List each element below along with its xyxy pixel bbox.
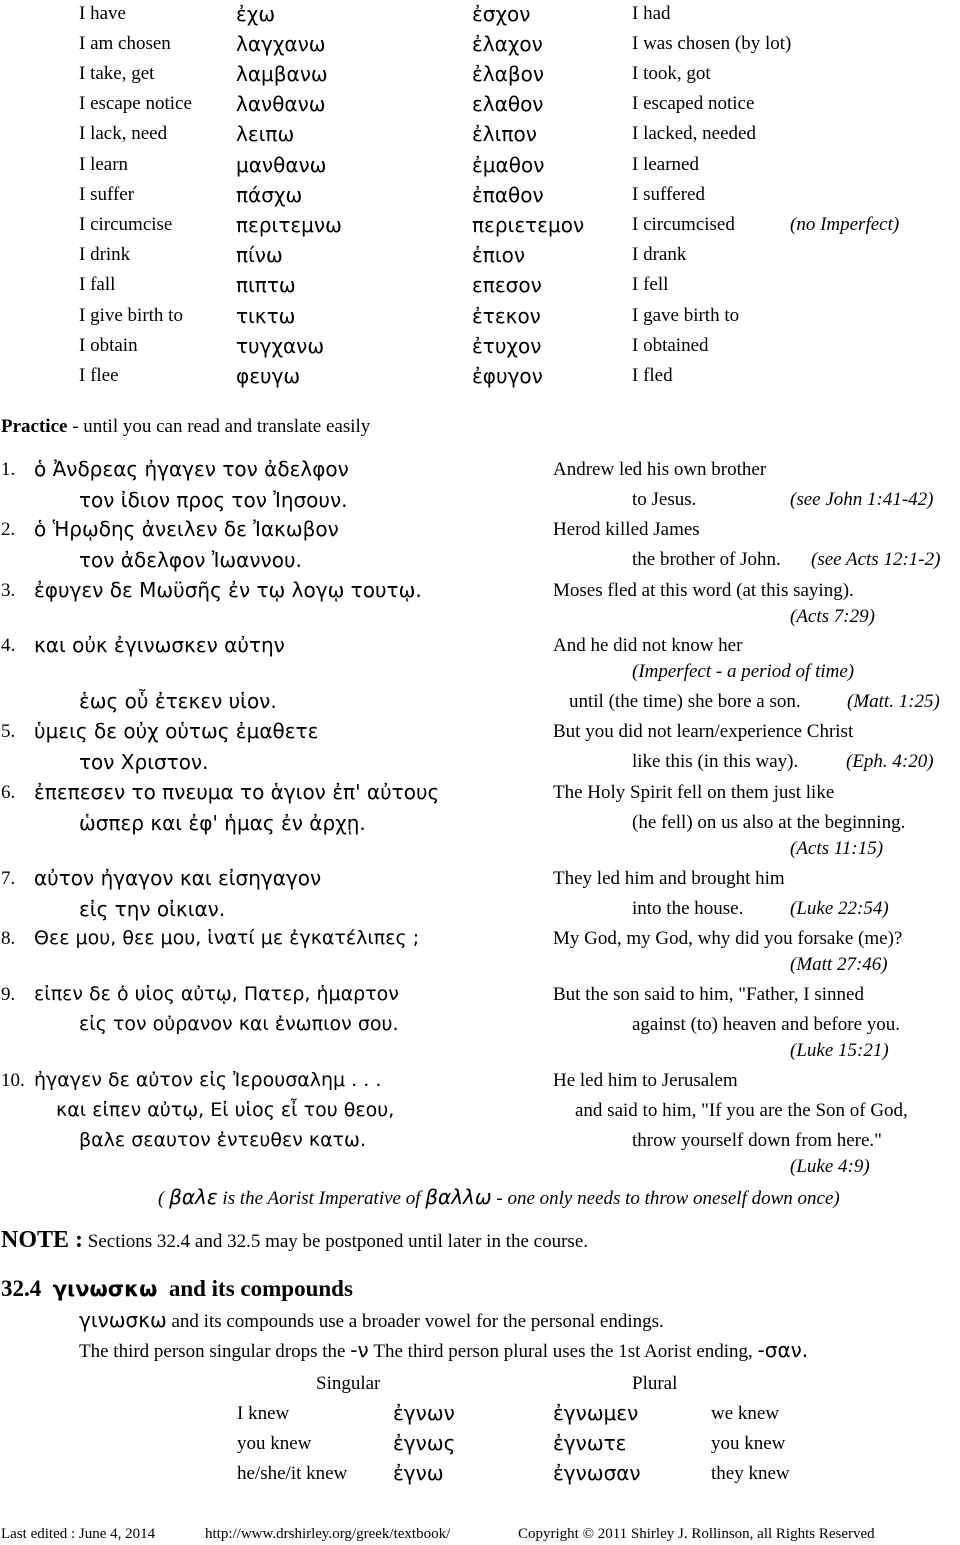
- section-greek-word: γινωσκω: [79, 1308, 167, 1332]
- verb-greek-aorist: ἐπιον: [472, 243, 526, 267]
- practice-english: And he did not know her: [553, 635, 743, 656]
- practice-number: 10.: [1, 1070, 25, 1091]
- practice-heading: [1, 416, 370, 438]
- verb-english-present: I fall: [79, 274, 116, 295]
- conj-english-singular: he/she/it knew: [237, 1463, 348, 1484]
- verb-english-past: I was chosen (by lot): [632, 33, 792, 54]
- section-heading-text: and its compounds: [168, 1276, 353, 1301]
- practice-english: to Jesus.: [632, 489, 697, 510]
- verb-greek-aorist: ἐλαχον: [472, 32, 543, 56]
- footnote-greek-word: βαλλω: [425, 1185, 492, 1209]
- practice-reference: (see Acts 12:1-2): [811, 549, 941, 570]
- practice-english: But you did not learn/experience Christ: [553, 721, 854, 742]
- practice-number: 2.: [1, 519, 16, 540]
- practice-english: the brother of John.: [632, 549, 781, 570]
- verb-greek-present: πίνω: [236, 243, 283, 267]
- verb-greek-present: φευγω: [236, 364, 301, 388]
- practice-greek: ὡσπερ και ἐφ' ἡμας ἐν ἀρχῃ.: [79, 811, 366, 835]
- practice-greek: ἐφυγεν δε Μωϋσῆς ἐν τῳ λογῳ τουτῳ.: [34, 578, 422, 602]
- practice-greek: ὁ Ἡρῳδης ἀνειλεν δε Ἰακωβον: [34, 517, 339, 541]
- conj-english-plural: we knew: [711, 1403, 780, 1424]
- practice-reference: (Matt 27:46): [790, 954, 888, 975]
- conj-english-plural: you knew: [711, 1433, 786, 1454]
- practice-greek: βαλε σεαυτον ἐντευθεν κατω.: [79, 1129, 366, 1151]
- footnote-text: - one only needs to throw oneself down once): [491, 1188, 840, 1209]
- verb-english-present: I learn: [79, 154, 129, 175]
- verb-greek-present: λειπω: [236, 122, 295, 146]
- practice-english: Herod killed James: [553, 519, 700, 540]
- note-label: NOTE :: [1, 1227, 84, 1253]
- practice-greek: και οὐκ ἐγινωσκεν αὐτην: [34, 633, 285, 657]
- verb-english-past: I obtained: [632, 335, 709, 356]
- section-greek-ending: -ν: [350, 1338, 369, 1362]
- practice-number: 1.: [1, 459, 16, 480]
- practice-footnote: [158, 1186, 840, 1210]
- conj-greek-plural: ἐγνωτε: [553, 1431, 627, 1455]
- practice-english: (he fell) on us also at the beginning.: [632, 812, 906, 833]
- conj-greek-plural: ἐγνωσαν: [553, 1461, 641, 1485]
- verb-greek-aorist: ἐλιπον: [472, 122, 537, 146]
- practice-reference: (see John 1:41-42): [790, 489, 934, 510]
- practice-greek: ὁ Ἀνδρεας ἠγαγεν τον ἀδελφον: [34, 457, 349, 481]
- conj-greek-singular: ἐγνως: [393, 1431, 456, 1455]
- practice-greek: ἠγαγεν δε αὐτον εἰς Ἰερουσαλημ . . .: [34, 1069, 382, 1091]
- section-line-2: [79, 1339, 808, 1363]
- verb-english-past: I had: [632, 3, 671, 24]
- conj-greek-plural: ἐγνωμεν: [553, 1401, 639, 1425]
- practice-reference: (Matt. 1:25): [847, 691, 940, 712]
- practice-number: 7.: [1, 868, 16, 889]
- verb-english-past: I escaped notice: [632, 93, 755, 114]
- verb-greek-aorist: ἐπαθον: [472, 183, 544, 207]
- verb-greek-present: πιπτω: [236, 273, 296, 297]
- practice-english: throw yourself down from here.": [632, 1130, 882, 1151]
- practice-reference: (Eph. 4:20): [846, 751, 934, 772]
- practice-english: He led him to Jerusalem: [553, 1070, 738, 1091]
- verb-english-present: I flee: [79, 365, 119, 386]
- last-edited: Last edited : June 4, 2014: [1, 1526, 156, 1542]
- practice-greek: ἑως οὗ ἐτεκεν υἱον.: [79, 689, 277, 713]
- verb-english-past: I learned: [632, 154, 699, 175]
- verb-greek-aorist: ἐφυγον: [472, 364, 543, 388]
- plural-header: Plural: [632, 1373, 678, 1394]
- verb-greek-present: πάσχω: [236, 183, 303, 207]
- practice-english: into the house.: [632, 898, 744, 919]
- verb-greek-present: λανθανω: [236, 92, 326, 116]
- practice-greek: ὑμεις δε οὐχ οὑτως ἐμαθετε: [34, 719, 319, 743]
- verb-greek-aorist: ἐλαβον: [472, 62, 545, 86]
- conj-english-singular: you knew: [237, 1433, 312, 1454]
- conj-english-singular: I knew: [237, 1403, 290, 1424]
- practice-greek: αὐτον ἠγαγον και εἰσηγαγον: [34, 866, 322, 890]
- practice-number: 9.: [1, 984, 16, 1005]
- verb-greek-aorist: ἐσχον: [472, 2, 531, 26]
- practice-number: 4.: [1, 635, 16, 656]
- practice-note: (Imperfect - a period of time): [632, 661, 855, 682]
- practice-reference: (Luke 4:9): [790, 1156, 870, 1177]
- verb-greek-present: περιτεμνω: [236, 213, 342, 237]
- singular-header: Singular: [316, 1373, 381, 1394]
- verb-greek-present: μανθανω: [236, 153, 327, 177]
- verb-english-present: I drink: [79, 244, 131, 265]
- verb-greek-present: λαγχανω: [236, 32, 326, 56]
- footnote-open: (: [158, 1188, 170, 1209]
- section-text: The third person plural uses the 1st Aorist ending,: [368, 1341, 758, 1362]
- verb-greek-aorist: ἐτυχον: [472, 334, 542, 358]
- practice-heading-text: - until you can read and translate easily: [67, 416, 371, 437]
- practice-english: Moses fled at this word (at this saying).: [553, 580, 854, 601]
- footer-url[interactable]: http://www.drshirley.org/greek/textbook/: [205, 1526, 451, 1542]
- verb-greek-present: ἐχω: [236, 2, 276, 26]
- conj-english-plural: they knew: [711, 1463, 790, 1484]
- conj-greek-singular: ἐγνω: [393, 1461, 444, 1485]
- verb-english-past: I lacked, needed: [632, 123, 756, 144]
- section-number: 32.4: [1, 1276, 42, 1301]
- practice-number: 5.: [1, 721, 16, 742]
- practice-greek: τον Χριστον.: [79, 750, 209, 774]
- verb-english-present: I obtain: [79, 335, 138, 356]
- practice-english: like this (in this way).: [632, 751, 799, 772]
- practice-number: 8.: [1, 928, 16, 949]
- section-text: The third person singular drops the: [79, 1341, 351, 1362]
- verb-greek-aorist: επεσον: [472, 273, 542, 297]
- verb-greek-present: λαμβανω: [236, 62, 328, 86]
- verb-english-past: I fled: [632, 365, 673, 386]
- verb-english-present: I have: [79, 3, 126, 24]
- verb-english-present: I lack, need: [79, 123, 168, 144]
- section-line-1: [79, 1309, 664, 1333]
- verb-english-present: I circumcise: [79, 214, 173, 235]
- verb-english-present: I escape notice: [79, 93, 192, 114]
- note-line: [1, 1226, 588, 1256]
- footnote-text: is the Aorist Imperative of: [217, 1188, 426, 1209]
- practice-english: The Holy Spirit fell on them just like: [553, 782, 835, 803]
- practice-greek: εἰς τον οὐρανον και ἐνωπιον σου.: [79, 1013, 399, 1035]
- copyright: Copyright © 2011 Shirley J. Rollinson, all Rights Reserved: [518, 1526, 875, 1542]
- verb-english-present: I give birth to: [79, 305, 183, 326]
- practice-english: My God, my God, why did you forsake (me)?: [553, 928, 903, 949]
- verb-english-past: I took, got: [632, 63, 711, 84]
- verb-english-present: I am chosen: [79, 33, 171, 54]
- practice-english: until (the time) she bore a son.: [569, 691, 801, 712]
- verb-english-present: I suffer: [79, 184, 135, 205]
- verb-greek-aorist: ἐμαθον: [472, 153, 545, 177]
- section-text: and its compounds use a broader vowel for the personal endings.: [166, 1311, 664, 1332]
- verb-english-past: I fell: [632, 274, 669, 295]
- practice-greek: ἐπεπεσεν το πνευμα το ἁγιον ἐπ' αὐτους: [34, 780, 440, 804]
- verb-note: (no Imperfect): [790, 214, 900, 235]
- verb-greek-present: τικτω: [236, 304, 296, 328]
- section-heading: [1, 1276, 353, 1302]
- practice-greek: τον ἰδιον προς τον Ἰησουν.: [79, 488, 348, 512]
- practice-reference: (Luke 15:21): [790, 1040, 889, 1061]
- verb-greek-aorist: ελαθον: [472, 92, 544, 116]
- practice-english: and said to him, "If you are the Son of God,: [575, 1100, 908, 1121]
- practice-greek: εἰς την οἰκιαν.: [79, 897, 226, 921]
- practice-english: But the son said to him, "Father, I sinned: [553, 984, 864, 1005]
- practice-greek: εἰπεν δε ὁ υἱος αὐτῳ, Πατερ, ἡμαρτον: [34, 983, 399, 1005]
- verb-english-present: I take, get: [79, 63, 155, 84]
- verb-english-past: I gave birth to: [632, 305, 740, 326]
- practice-reference: (Acts 11:15): [790, 838, 884, 859]
- footnote-greek-word: βαλε: [169, 1185, 218, 1209]
- section-greek-ending: -σαν.: [757, 1338, 809, 1362]
- practice-english: Andrew led his own brother: [553, 459, 767, 480]
- verb-english-past: I suffered: [632, 184, 705, 205]
- practice-english: against (to) heaven and before you.: [632, 1014, 901, 1035]
- section-heading-greek: γινωσκω: [52, 1277, 158, 1301]
- practice-number: 3.: [1, 580, 16, 601]
- practice-reference: (Luke 22:54): [790, 898, 889, 919]
- note-text: Sections 32.4 and 32.5 may be postponed until later in the course.: [83, 1231, 588, 1252]
- practice-heading-label: Practice: [1, 416, 68, 437]
- practice-number: 6.: [1, 782, 16, 803]
- practice-english: They led him and brought him: [553, 868, 785, 889]
- verb-english-past: I circumcised: [632, 214, 735, 235]
- practice-greek: τον ἀδελφον Ἰωαννου.: [79, 548, 302, 572]
- verb-english-past: I drank: [632, 244, 687, 265]
- verb-greek-aorist: ἐτεκον: [472, 304, 541, 328]
- practice-greek: και εἰπεν αὐτῳ, Εἰ υἱος εἶ του θεου,: [56, 1099, 395, 1121]
- conj-greek-singular: ἐγνων: [393, 1401, 455, 1425]
- practice-reference: (Acts 7:29): [790, 606, 875, 627]
- verb-greek-aorist: περιετεμον: [472, 213, 585, 237]
- practice-greek: Θεε μου, θεε μου, ἱνατί με ἐγκατέλιπες ;: [34, 927, 420, 949]
- verb-greek-present: τυγχανω: [236, 334, 325, 358]
